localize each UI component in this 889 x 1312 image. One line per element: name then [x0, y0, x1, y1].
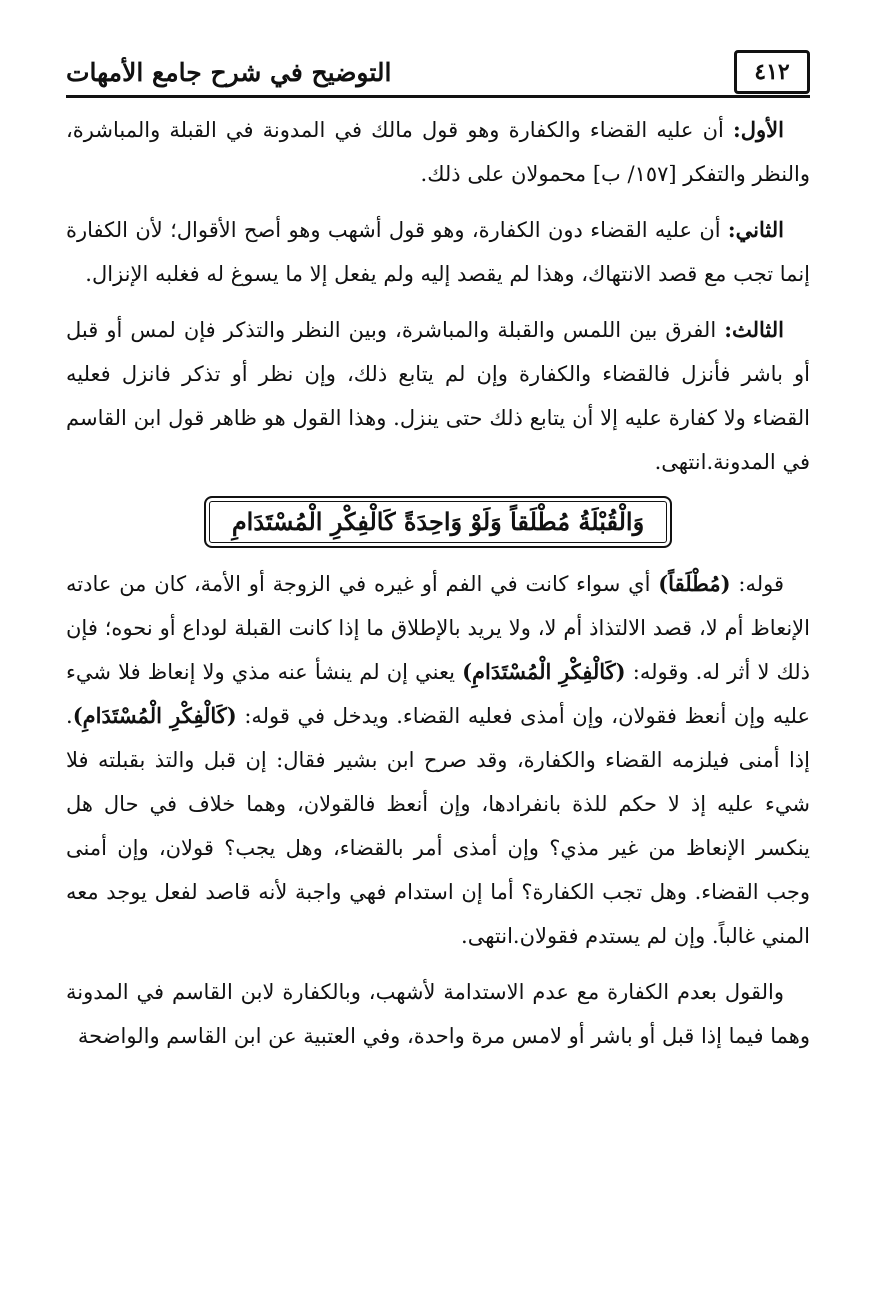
quoted-term-mutlaqan: (مُطْلَقاً) [658, 571, 731, 596]
commentary-text: . إذا أمنى فيلزمه القضاء والكفارة، وقد صرح ابن بشير فقال: إن قبل والتذ بقبلته فلا شيء عليه إذ لا حكم للذة بانفرادها، وإن أنعظ فالقولان، وهما خلاف في حال هل ينكسر الإنعاظ من غير مذي؟ وإن أمذى أمر بالقضاء، وهل يجب؟ قولان، وإن أمنى وجب القضاء. وهل تجب الكفارة؟ أما إن استدام فهي واجبة لأنه قاصد لفعل يوجد معه المني غالباً. وإن لم يستدم فقولان.انتهى. [66, 704, 810, 948]
paragraph-text: الفرق بين اللمس والقبلة والمباشرة، وبين النظر والتذكر فإن لمس أو قبل أو باشر فأنزل فالقضاء والكفارة وإن لم يتابع ذلك، وإن نظر أو تذكر فانزل فعليه القضاء ولا كفارة عليه إلا أن يتابع ذلك حتى ينزل. وهذا القول هو ظاهر قول ابن القاسم في المدونة.انتهى. [66, 318, 810, 474]
paragraph-second-opinion [66, 208, 810, 296]
matn-heading: وَالْقُبْلَةُ مُطْلَقاً وَلَوْ وَاحِدَةً كَالْفِكْرِ الْمُسْتَدَامِ [204, 496, 672, 548]
commentary-text: أي سواء كانت في الفم أو غيره في الزوجة أو الأمة، كان من عادته الإنعاظ أم لا، قصد الالتذاذ أم لا، ولا يريد بالإطلاق ما إذا كانت القبلة لوداع أو نحوه؛ فإن ذلك لا أثر له. وقوله: [66, 572, 811, 684]
paragraph-text: والقول بعدم الكفارة مع عدم الاستدامة لأشهب، وبالكفارة لابن القاسم في المدونة وهما فيما إذا قبل أو باشر أو لامس مرة واحدة، وفي العتبية عن ابن القاسم والواضحة [66, 980, 810, 1048]
paragraph-third-opinion [66, 308, 810, 484]
paragraph-final [66, 970, 810, 1058]
running-title: التوضيح في شرح جامع الأمهات [66, 57, 392, 87]
paragraph-text: أن عليه القضاء دون الكفارة، وهو قول أشهب وهو أصح الأقوال؛ لأن الكفارة إنما تجب مع قصد الانتهاك، وهذا لم يقصد إليه ولم يفعل إلا ما يسوغ له فغلبه الإنزال. [66, 218, 810, 286]
paragraph-term: الثاني: [727, 217, 784, 242]
page-number: ٤١٢ [734, 50, 810, 94]
header-divider [66, 95, 810, 98]
commentary-text: يعني إن لم ينشأ عنه مذي ولا إنعاظ فلا شيء عليه وإن أنعظ فقولان، وإن أمذى فعليه القضاء. ويدخل في قوله: [66, 660, 811, 728]
quoted-term-fikr: (كَالْفِكْرِ الْمُسْتَدَامِ) [462, 659, 626, 684]
quoted-term-fikr-2: (كَالْفِكْرِ الْمُسْتَدَامِ) [72, 703, 237, 728]
page-body [66, 108, 810, 1070]
paragraph-first-opinion [66, 108, 810, 196]
paragraph-text: أن عليه القضاء والكفارة وهو قول مالك في المدونة في القبلة والمباشرة، والنظر والتفكر [١٥٧/ ب] محمولان على ذلك. [66, 118, 810, 186]
paragraph-term: الأول: [733, 117, 784, 142]
paragraph-term: الثالث: [724, 317, 784, 342]
matn-container [66, 496, 810, 548]
page-header [66, 40, 810, 98]
paragraph-commentary [66, 562, 810, 958]
commentary-lead: قوله: [730, 572, 784, 596]
